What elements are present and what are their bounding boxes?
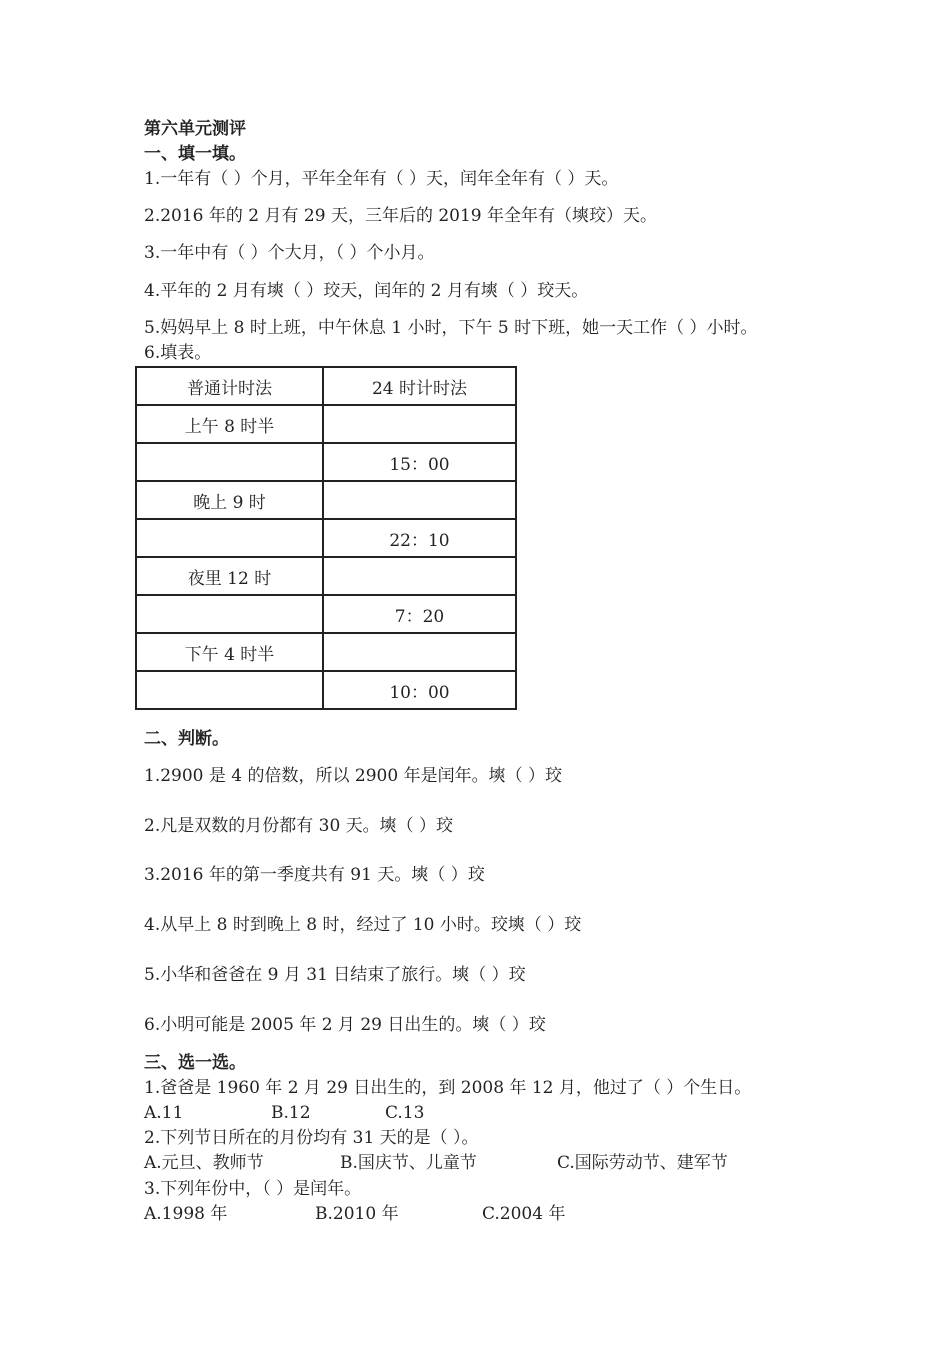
choice-option-a: A.11 bbox=[144, 1103, 184, 1123]
section1-heading: 一、填一填。 bbox=[144, 144, 246, 164]
fill-question-2: 2.2016 年的 2 月有 29 天，三年后的 2019 年全年有（塽珓）天。 bbox=[144, 206, 658, 226]
table-row bbox=[136, 481, 516, 519]
table-row bbox=[136, 595, 516, 633]
time-conversion-table bbox=[135, 366, 517, 710]
choice-question-1: 1.爸爸是 1960 年 2 月 29 日出生的，到 2008 年 12 月，他过了（ ）个生日。 bbox=[144, 1078, 752, 1098]
judge-item-5: 5.小华和爸爸在 9 月 31 日结束了旅行。塽（ ）珓 bbox=[144, 965, 526, 985]
choice-question-2: 2.下列节日所在的月份均有 31 天的是（ ）。 bbox=[144, 1128, 479, 1148]
choice-option-c: C.2004 年 bbox=[482, 1204, 566, 1224]
fill-question-5: 5.妈妈早上 8 时上班，中午休息 1 小时，下午 5 时下班，她一天工作（ ）小时。 bbox=[144, 318, 758, 338]
table-cell: 22：10 bbox=[323, 519, 516, 557]
table-cell bbox=[136, 443, 323, 481]
fill-question-3: 3.一年中有（ ）个大月，（ ）个小月。 bbox=[144, 243, 435, 263]
choice-option-b: B.12 bbox=[271, 1103, 311, 1123]
table-cell: 下午 4 时半 bbox=[136, 633, 323, 671]
table-row bbox=[136, 519, 516, 557]
table-cell: 10：00 bbox=[323, 671, 516, 709]
table-cell bbox=[136, 519, 323, 557]
table-row bbox=[136, 405, 516, 443]
table-header-cell: 普通计时法 bbox=[136, 367, 323, 405]
choice-option-a: A.1998 年 bbox=[144, 1204, 228, 1224]
table-cell: 15：00 bbox=[323, 443, 516, 481]
table-row bbox=[136, 557, 516, 595]
choice-option-c: C.国际劳动节、建军节 bbox=[557, 1153, 728, 1173]
fill-question-1: 1.一年有（ ）个月，平年全年有（ ）天，闰年全年有（ ）天。 bbox=[144, 169, 619, 189]
table-cell bbox=[136, 671, 323, 709]
section2-heading: 二、判断。 bbox=[144, 729, 229, 749]
judge-item-2: 2.凡是双数的月份都有 30 天。塽（ ）珓 bbox=[144, 816, 454, 836]
judge-item-4: 4.从早上 8 时到晚上 8 时，经过了 10 小时。珓塽（ ）珓 bbox=[144, 915, 582, 935]
table-cell bbox=[323, 557, 516, 595]
choice-option-c: C.13 bbox=[385, 1103, 425, 1123]
choice-question-3: 3.下列年份中，（ ）是闰年。 bbox=[144, 1179, 362, 1199]
table-cell: 上午 8 时半 bbox=[136, 405, 323, 443]
table-cell: 晚上 9 时 bbox=[136, 481, 323, 519]
table-cell bbox=[323, 633, 516, 671]
fill-question-4: 4.平年的 2 月有塽（ ）珓天，闰年的 2 月有塽（ ）珓天。 bbox=[144, 281, 589, 301]
table-cell bbox=[323, 405, 516, 443]
judge-item-3: 3.2016 年的第一季度共有 91 天。塽（ ）珓 bbox=[144, 865, 485, 885]
table-row bbox=[136, 443, 516, 481]
judge-item-6: 6.小明可能是 2005 年 2 月 29 日出生的。塽（ ）珓 bbox=[144, 1015, 546, 1035]
judge-item-1: 1.2900 是 4 的倍数，所以 2900 年是闰年。塽（ ）珓 bbox=[144, 766, 562, 786]
table-header-cell: 24 时计时法 bbox=[323, 367, 516, 405]
choice-option-a: A.元旦、教师节 bbox=[144, 1153, 264, 1173]
table-cell bbox=[136, 595, 323, 633]
choice-option-b: B.2010 年 bbox=[315, 1204, 399, 1224]
table-row bbox=[136, 633, 516, 671]
choice-option-b: B.国庆节、儿童节 bbox=[340, 1153, 477, 1173]
page-title: 第六单元测评 bbox=[144, 119, 246, 139]
table-row bbox=[136, 671, 516, 709]
fill-question-6: 6.填表。 bbox=[144, 343, 212, 363]
table-cell bbox=[323, 481, 516, 519]
table-header-row bbox=[136, 367, 516, 405]
table-cell: 夜里 12 时 bbox=[136, 557, 323, 595]
section3-heading: 三、选一选。 bbox=[144, 1053, 246, 1073]
table-cell: 7：20 bbox=[323, 595, 516, 633]
